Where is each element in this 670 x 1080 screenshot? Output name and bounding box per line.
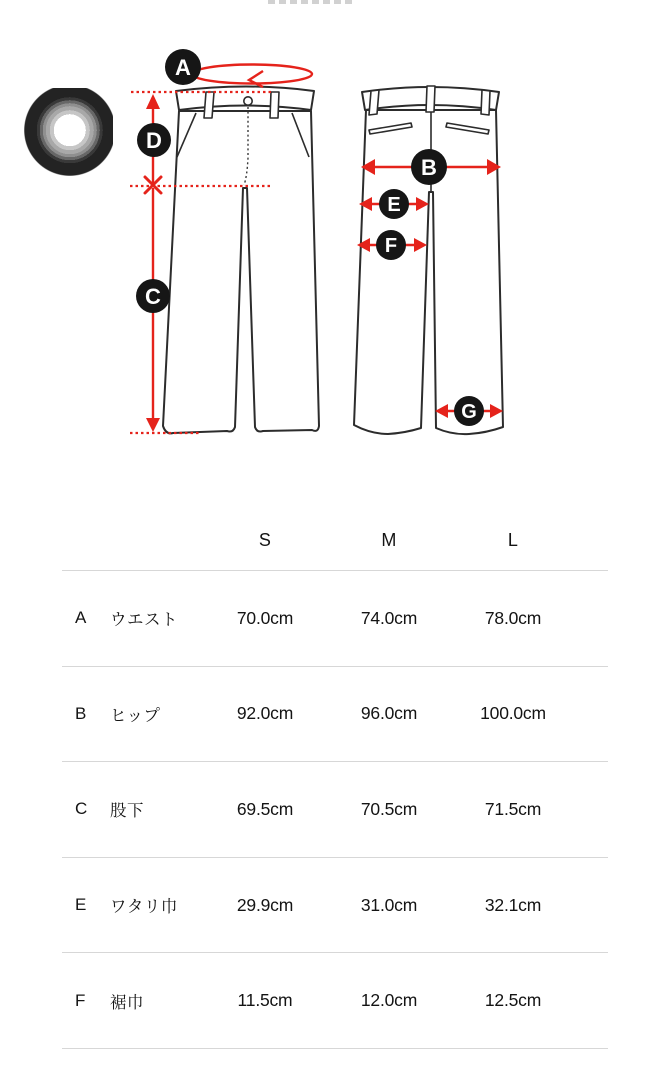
cell-value: 100.0cm — [480, 703, 546, 724]
row-label: ウエスト — [110, 611, 178, 630]
row-label: ヒップ — [110, 706, 161, 725]
size-table — [62, 510, 608, 1049]
column-header-l: L — [507, 529, 519, 550]
cell-value: 69.5cm — [236, 798, 294, 819]
cell-value: 12.5cm — [484, 990, 542, 1011]
cell-value: 70.5cm — [360, 798, 418, 819]
marker-e-letter: E — [387, 194, 401, 217]
column-header-m: M — [381, 529, 397, 550]
pants-front-body — [163, 111, 319, 433]
cell-value: 32.1cm — [484, 894, 542, 915]
cell-value: 31.0cm — [360, 894, 418, 915]
size-table-header — [62, 510, 608, 570]
row-letter: A — [75, 608, 87, 628]
marker-b-letter: B — [421, 154, 437, 180]
cell-value: 74.0cm — [360, 607, 418, 628]
cell-value: 12.0cm — [360, 990, 418, 1011]
measure-A-waist — [165, 49, 312, 87]
marker-g-letter: G — [461, 401, 477, 424]
rise-up-arrowhead — [146, 94, 160, 109]
pants-back-view — [354, 86, 503, 434]
row-label: 股下 — [110, 802, 144, 821]
cell-value: 96.0cm — [360, 703, 418, 724]
pants-measurement-diagram — [0, 0, 670, 470]
cell-value: 71.5cm — [484, 798, 542, 819]
row-letter: C — [75, 799, 88, 819]
column-header-s: S — [258, 529, 272, 550]
row-letter: E — [75, 895, 87, 915]
marker-d-letter: D — [146, 127, 162, 153]
table-row-thigh — [62, 857, 608, 953]
cell-value: 29.9cm — [236, 894, 294, 915]
table-row-hip — [62, 666, 608, 762]
row-letter: B — [75, 703, 87, 723]
belt-loop — [204, 92, 214, 118]
pants-front-view — [163, 87, 319, 434]
row-letter: F — [75, 990, 86, 1010]
table-row-waist — [62, 570, 608, 666]
cell-value: 70.0cm — [236, 607, 294, 628]
belt-loop — [270, 92, 279, 118]
cell-value: 92.0cm — [236, 703, 294, 724]
marker-f-letter: F — [384, 235, 398, 258]
inseam-down-arrowhead — [146, 418, 160, 432]
waist-button — [244, 97, 252, 105]
table-row-inseam — [62, 761, 608, 857]
marker-c-letter: C — [145, 283, 161, 309]
cell-value: 78.0cm — [484, 607, 542, 628]
belt-loop — [426, 86, 435, 112]
cell-value: 11.5cm — [237, 990, 293, 1011]
table-row-hem — [62, 952, 608, 1049]
belt-loop — [369, 90, 379, 115]
marker-a-letter: A — [175, 54, 191, 80]
row-label: 裾巾 — [110, 993, 144, 1012]
belt-loop — [481, 90, 490, 115]
row-label: ワタリ巾 — [110, 898, 178, 917]
